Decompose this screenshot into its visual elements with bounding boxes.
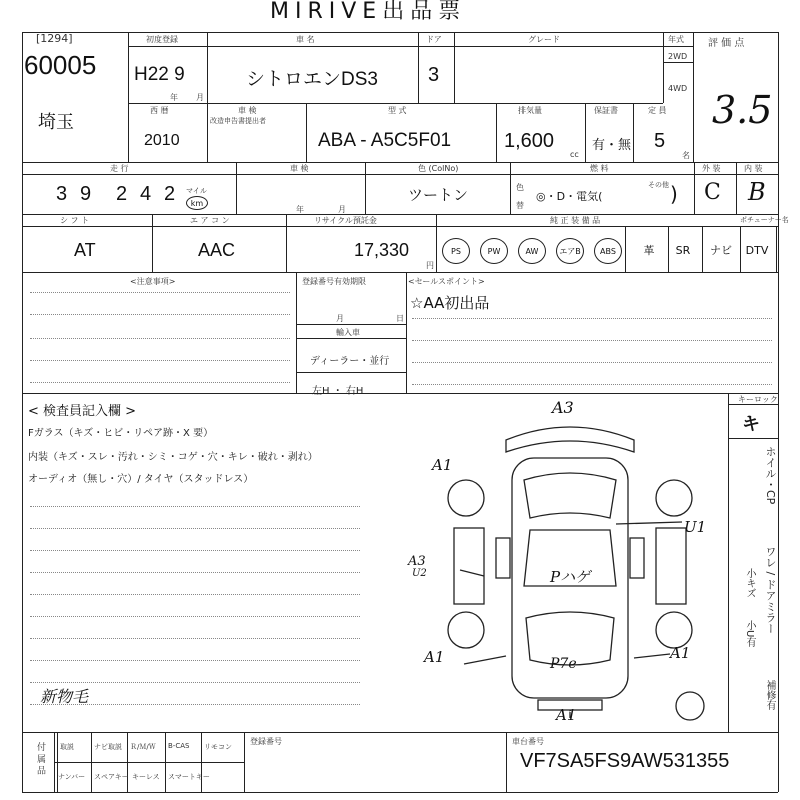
drive-2wd: 2WD [668, 52, 688, 61]
capacity-label: 定 員 [648, 106, 667, 115]
displacement-value: 1,600 [504, 130, 555, 152]
drive-4wd: 4WD [668, 84, 688, 93]
steering-option: 左H ・ 右H [312, 386, 364, 397]
fuel-label: 燃 料 [590, 164, 609, 173]
option-label: ポチューナー名 [740, 216, 789, 224]
equipment-4: ABS [594, 238, 622, 264]
aircon-value: AAC [198, 240, 236, 260]
accessories-label: 付 属 品 [35, 742, 45, 775]
accessory-row1-4: リモコン [204, 743, 232, 751]
shift-label: シ フ ト [60, 216, 90, 225]
score-value: 3.5 [712, 88, 773, 132]
recycle-label: リサイクル預託金 [314, 216, 377, 225]
equipment-7: ナビ [710, 244, 732, 257]
model-code-value: ABA - A5C5F01 [318, 130, 452, 151]
equipment-2: AW [518, 238, 546, 264]
mileage-digit-2: 9 [80, 183, 92, 205]
sales-guide [412, 318, 772, 319]
equipment-1: PW [480, 238, 508, 264]
model-year-value: 2010 [144, 132, 180, 149]
mileage-label: 走 行 [110, 164, 129, 173]
accessory-row1-0: 取説 [60, 743, 74, 751]
exterior-label: 外 装 [702, 164, 721, 173]
inspector-guide [30, 638, 360, 639]
notes-guide [30, 314, 290, 315]
color-label: 色 (ColNo) [418, 164, 459, 173]
inspector-guide [30, 704, 360, 705]
color-value: ツートン [408, 186, 469, 204]
score-label: 評 価 点 [708, 38, 745, 49]
equipment-5: 革 [643, 244, 655, 257]
accessory-row1-3: B-CAS [168, 742, 190, 750]
damage-roof: Pハゲ [550, 568, 591, 586]
inspector-guide [30, 506, 360, 507]
inspector-guide [30, 528, 360, 529]
inspector-line-1: Fガラス（キズ・ヒビ・リペア跡・X 要） [28, 428, 214, 439]
displacement-label: 排気量 [518, 106, 542, 115]
interior-label: 内 装 [744, 164, 763, 173]
lot-number: 60005 [24, 50, 97, 80]
persons-unit: 名 [682, 151, 690, 160]
expiry-month-mark: 月 [338, 205, 346, 214]
equipment-6: SR [675, 243, 691, 257]
lot-bracket-number: [1294] [36, 32, 73, 45]
serial-label: 車台番号 [512, 737, 544, 746]
expiry-year-mark: 年 [296, 205, 304, 214]
right-column-mid: ワレ / ドアミラー [764, 546, 777, 634]
damage-rear-bottom: A1 [556, 706, 577, 724]
expiry-month: 月 [336, 314, 344, 323]
key-mark: キ [742, 414, 760, 435]
notes-guide [30, 292, 290, 293]
first-registration-label: 初度登録 [146, 35, 178, 44]
inspector-guide [30, 594, 360, 595]
recycle-value: 17,330 [354, 240, 410, 260]
first-registration-value: H22 9 [134, 64, 185, 85]
fuel-change-mark: 替 [516, 201, 524, 210]
inspector-guide [30, 682, 360, 683]
car-name-label: 車 名 [296, 35, 315, 44]
km-unit: km [186, 196, 208, 210]
mile-unit: マイル [186, 187, 207, 195]
month-mark: 月 [196, 93, 204, 102]
notes-guide [30, 360, 290, 361]
damage-left-side-2: U2 [412, 568, 427, 579]
inspection-label: 車 検 [238, 106, 257, 115]
registration-number-label: 登録番号 [250, 737, 282, 746]
inspector-line-3: オーディオ（無し・穴）/ タイヤ（スタッドレス） [28, 474, 254, 485]
right-column-low-2: 小U有 [744, 620, 755, 648]
sales-point-1: ☆AA初出品 [410, 294, 490, 312]
capacity-value: 5 [654, 130, 666, 152]
expiry-title: 登録番号有効期限 [302, 277, 366, 286]
warranty-label: 保証書 [594, 106, 618, 115]
mileage-digit-1: 3 [56, 183, 68, 205]
inspection-note: 改造申告書提出者 [210, 117, 266, 125]
inspector-label: < 検査員記入欄 > [28, 404, 137, 419]
inspector-line-2: 内装（キズ・スレ・汚れ・シミ・コゲ・穴・キレ・破れ・剥れ） [28, 452, 318, 463]
shift-value: AT [74, 240, 96, 260]
model-year-label: 西 暦 [150, 106, 169, 115]
doors-value: 3 [428, 64, 440, 86]
right-column-low-1: 小キズ [744, 568, 755, 598]
equipment-0: PS [442, 238, 470, 264]
serial-number: VF7SA5FS9AW531355 [520, 750, 730, 772]
damage-left-side: A3 [408, 554, 426, 569]
inspector-guide [30, 572, 360, 573]
region: 埼玉 [38, 112, 74, 133]
key-lock-label: キーロック [738, 395, 778, 404]
fuel-paren-close: ) [670, 182, 678, 206]
inspector-guide [30, 550, 360, 551]
fuel-other-label: その他 [648, 181, 669, 189]
warranty-value: 有・無 [592, 138, 632, 153]
mileage-digit-4: 4 [140, 183, 152, 205]
exterior-grade: C [704, 180, 721, 205]
sales-guide [412, 384, 772, 385]
aircon-label: エ ア コ ン [190, 216, 230, 225]
expiry-day: 日 [396, 314, 404, 323]
fuel-color-mark: 色 [516, 183, 524, 192]
car-name-value: シトロエンDS3 [246, 69, 378, 90]
sales-point-label: <セールスポイント> [408, 277, 485, 286]
right-column-low-3: 補修有 [764, 680, 775, 710]
inspector-guide [30, 660, 360, 661]
model-code-label: 型 式 [388, 106, 407, 115]
mileage-digit-3: 2 [116, 183, 128, 205]
year-mark: 年 [170, 93, 178, 102]
accessory-row2-0: ナンバー [58, 773, 86, 781]
yen-unit: 円 [426, 261, 434, 270]
notes-guide [30, 382, 290, 383]
damage-rear-left: A1 [424, 648, 445, 666]
drive-label: 年式 [668, 35, 684, 44]
damage-rear-right: A1 [670, 644, 691, 662]
inspector-guide [30, 616, 360, 617]
right-column-top: ホイル・CP [764, 446, 777, 505]
damage-rear: P7e [550, 656, 577, 672]
accessory-row2-2: キーレス [132, 773, 160, 781]
dealer-option: ディーラー・並行 [310, 356, 390, 367]
accessory-row1-2: Ｒ/Ｍ/Ｗ [130, 743, 156, 751]
equipment-3: エアB [556, 238, 584, 264]
accessory-row1-1: ナビ取説 [94, 743, 122, 751]
doors-label: ドア [426, 35, 442, 44]
handwritten-note: 新物毛 [40, 687, 89, 706]
fuel-options: ◎・D・電気( [536, 190, 603, 203]
mileage-digit-5: 2 [164, 183, 176, 205]
inspection-expiry-label: 車 検 [290, 164, 309, 173]
cc-unit: cc [570, 150, 579, 159]
equipment-label: 純 正 装 備 品 [550, 216, 601, 225]
damage-right-door: U1 [684, 518, 707, 536]
import-label: 輸入車 [336, 328, 360, 337]
damage-front-left: A1 [432, 456, 453, 474]
damage-front: A3 [552, 398, 574, 417]
accessory-row2-3: スマートキー [168, 773, 210, 781]
notes-guide [30, 338, 290, 339]
grade-label: グレード [528, 35, 560, 44]
accessory-row2-1: スペアキー [94, 773, 129, 781]
notes-label: <注意事項> [130, 277, 176, 286]
car-damage-diagram [420, 400, 720, 730]
equipment-8: DTV [745, 243, 769, 257]
sales-guide [412, 340, 772, 341]
sheet-title: MIRIVE出品票 [270, 0, 467, 24]
sales-guide [412, 362, 772, 363]
interior-grade: B [748, 178, 766, 206]
